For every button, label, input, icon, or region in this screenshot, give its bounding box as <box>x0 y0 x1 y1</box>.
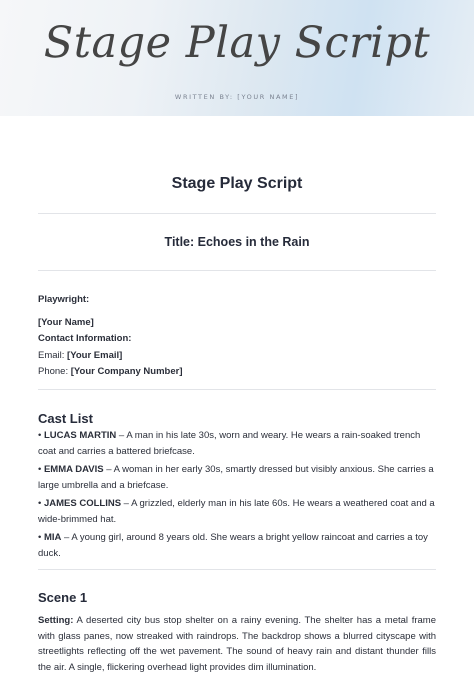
email-label: Email: <box>38 349 65 361</box>
playwright-name: [Your Name] <box>38 316 94 328</box>
cast-item: • JAMES COLLINS – A grizzled, elderly man in his late 60s. He wears a weathered coat and a wide-brimmed hat. <box>38 498 435 525</box>
cast-name: MIA <box>43 532 62 543</box>
cast-item: • MIA – A young girl, around 8 years old. She wears a bright yellow raincoat and carries a toy duck. <box>38 532 428 559</box>
phone-label: Phone: <box>38 366 69 377</box>
playwright-label: Playwright: <box>38 294 90 305</box>
phone-line <box>38 364 436 381</box>
play-title: Title: Echoes in the Rain <box>164 235 310 249</box>
scene-heading: Scene 1 <box>38 590 88 605</box>
cast-item: • LUCAS MARTIN – A man in his late 30s, worn and weary. He wears a rain-soaked trench coat and carries a battered briefcase. <box>38 430 421 457</box>
divider <box>38 389 436 390</box>
cast-description: – A man in his late 30s, worn and weary. He wears a rain-soaked trench coat and carries a battered briefcase. <box>38 430 421 457</box>
cast-list-heading: Cast List <box>38 411 93 426</box>
setting-text: A deserted city bus stop shelter on a rainy evening. The shelter has a metal frame with glass panes, now streaked with raindrops. The backdrop shows a blurred cityscape with streetlights reflecting off the wet pavement. The sound of heavy rain and distant thunder fills the air. A single, flickering overhead light provides dim illumination. <box>38 615 436 673</box>
scene-setting <box>38 613 436 675</box>
document-title: Stage Play Script <box>171 175 303 192</box>
cast-item: • EMMA DAVIS – A woman in her early 30s, smartly dressed but visibly anxious. She carries a large umbrella and a briefcase. <box>38 464 434 491</box>
divider <box>38 569 436 570</box>
contact-label: Contact Information: <box>38 333 132 344</box>
cast-description: – A grizzled, elderly man in his late 60s. He wears a weathered coat and a wide-brimmed hat. <box>38 498 435 525</box>
email-line <box>38 348 436 365</box>
cast-name: EMMA DAVIS <box>43 464 104 475</box>
divider <box>38 270 436 271</box>
setting-label: Setting: <box>38 615 74 626</box>
cast-description: – A woman in her early 30s, smartly dressed but visibly anxious. She carries a large umbrella and a briefcase. <box>38 464 434 491</box>
cast-list <box>38 428 436 564</box>
email-value: [Your Email] <box>67 349 123 361</box>
banner-subtitle: WRITTEN BY: [YOUR NAME] <box>174 93 300 101</box>
cast-description: – A young girl, around 8 years old. She wears a bright yellow raincoat and carries a toy duck. <box>38 532 428 559</box>
header-banner <box>0 0 474 116</box>
banner-title: Stage Play Script <box>43 18 431 68</box>
divider <box>38 213 436 214</box>
phone-value: [Your Company Number] <box>70 366 183 377</box>
cast-name: JAMES COLLINS <box>43 498 122 509</box>
cast-name: LUCAS MARTIN <box>43 430 117 441</box>
playwright-info <box>38 292 436 381</box>
